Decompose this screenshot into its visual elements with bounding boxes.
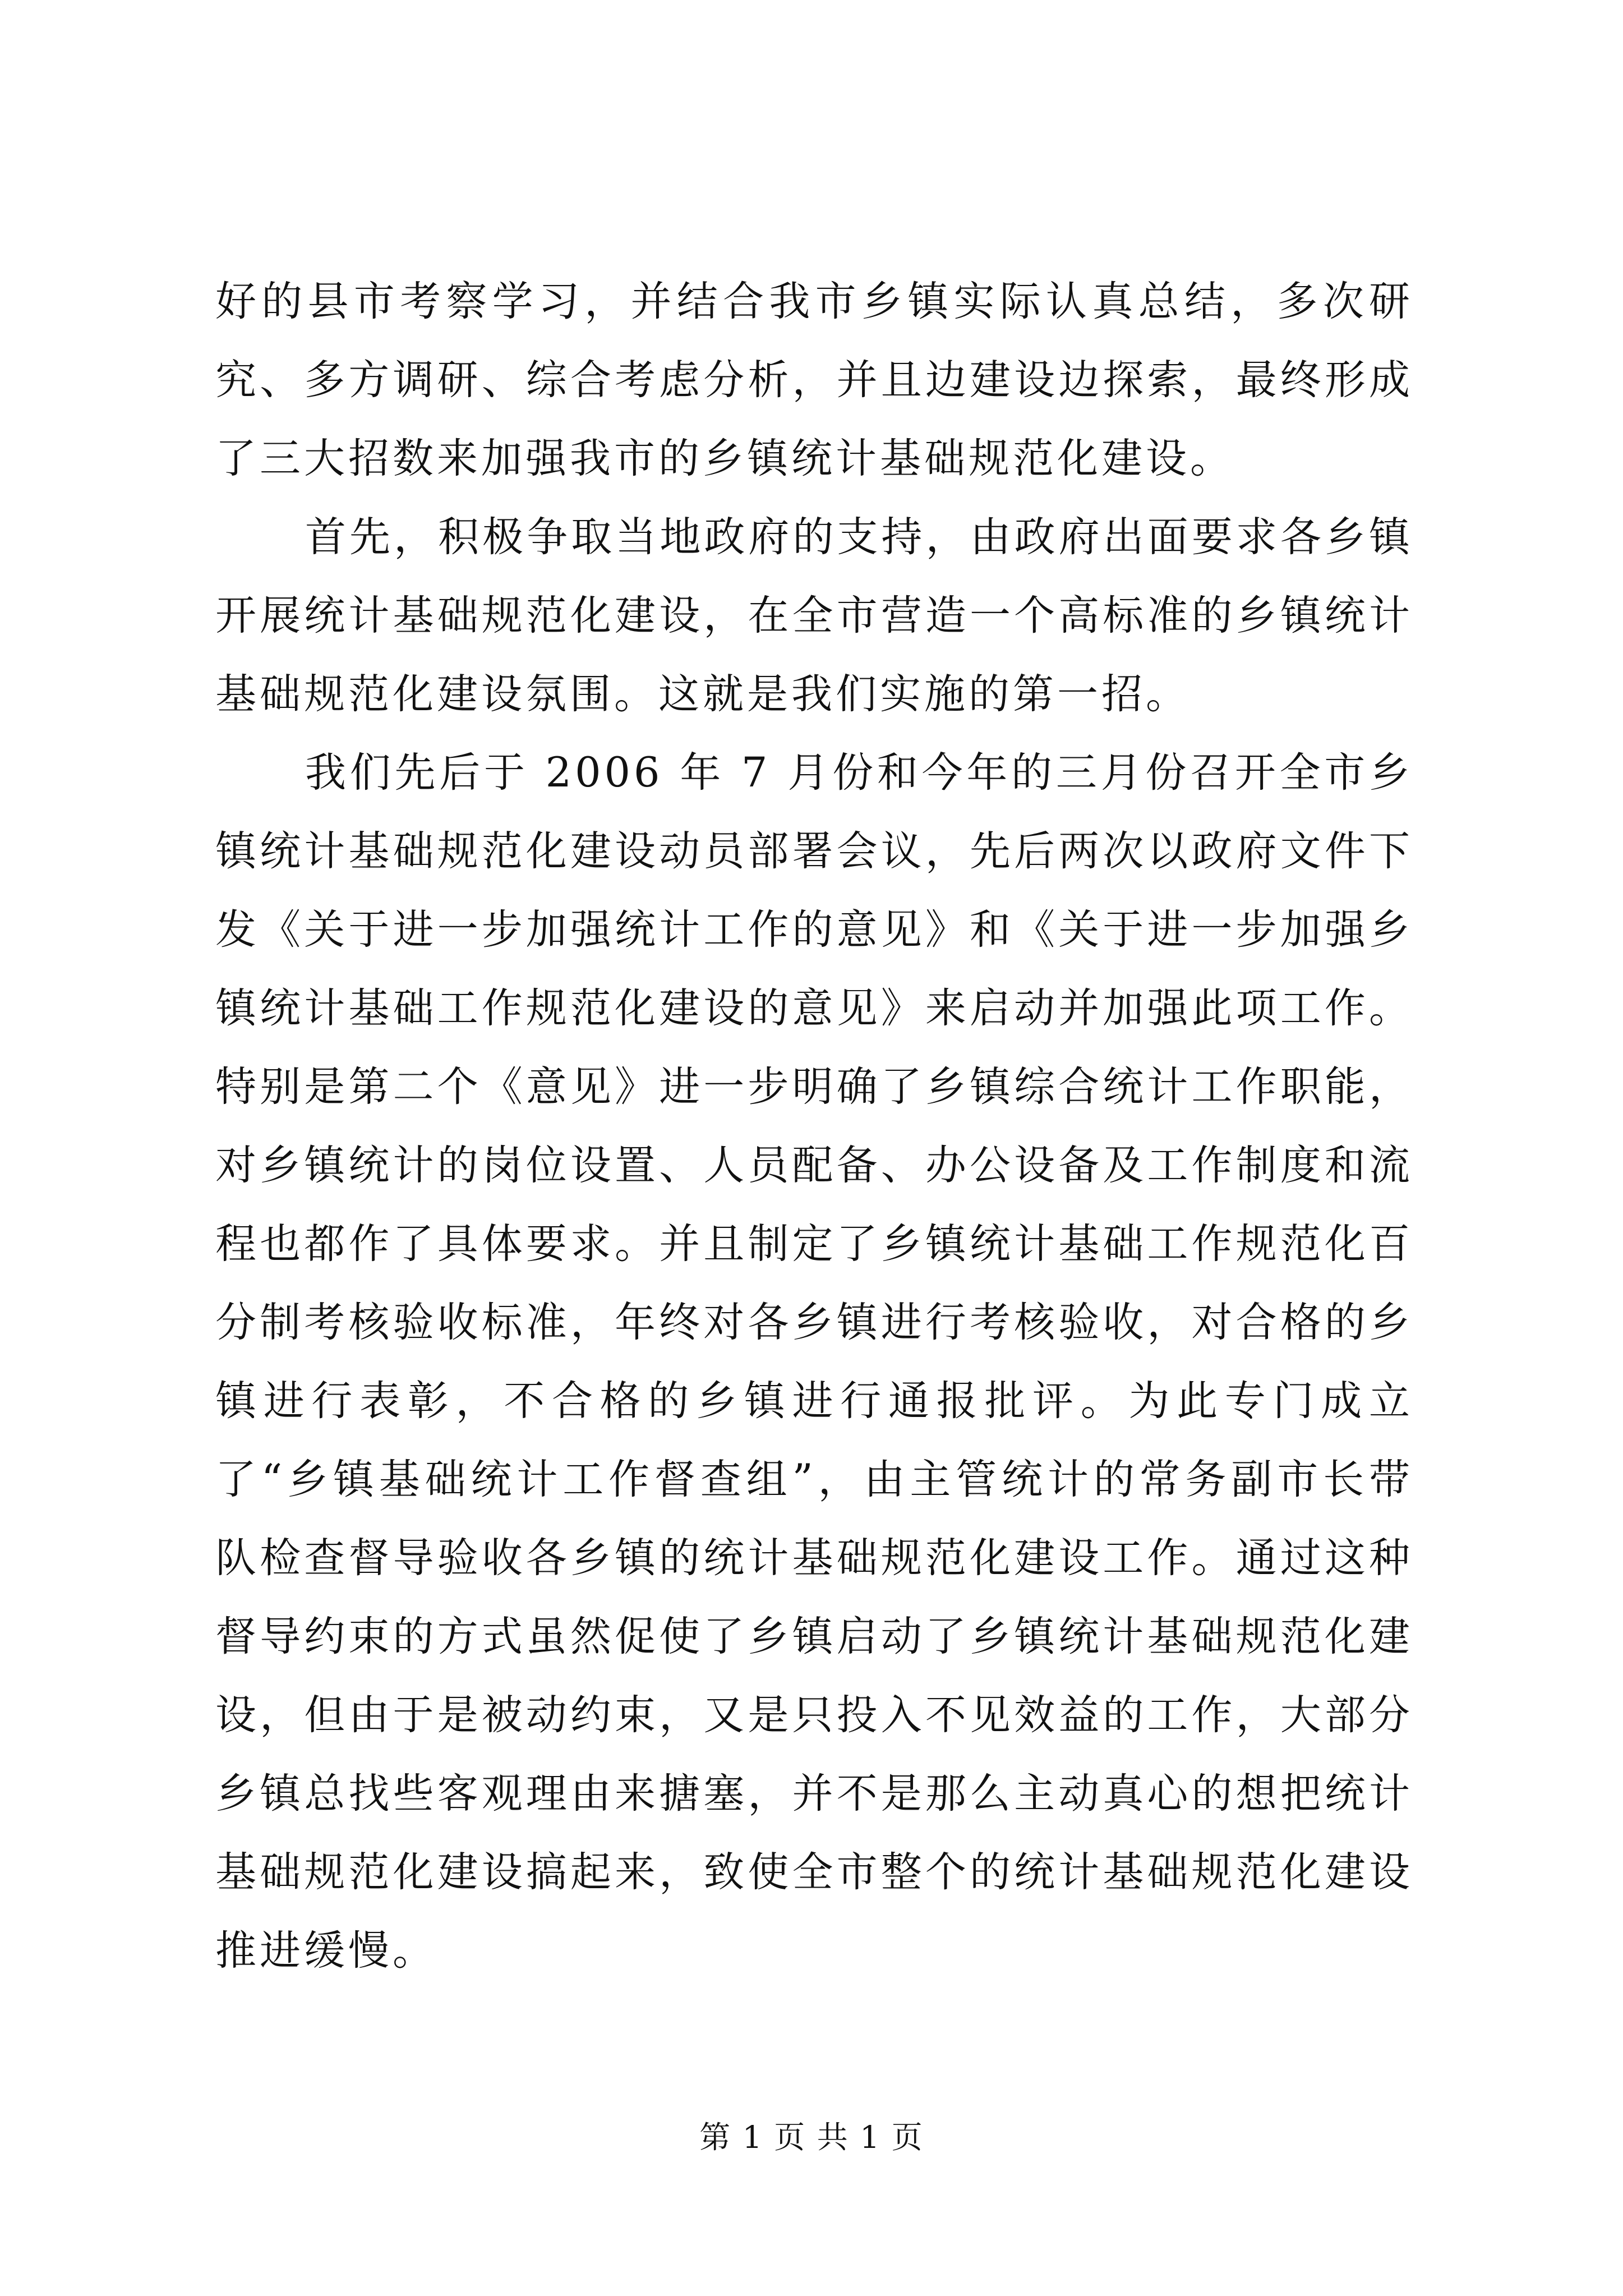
page-footer: 第 1 页 共 1 页 (699, 2119, 924, 2155)
paragraph-2: 首先，积极争取当地政府的支持，由政府出面要求各乡镇开展统计基础规范化建设，在全市营造一个高标准的乡镇统计基础规范化建设氛围。这就是我们实施的第一招。 (215, 513, 1413, 718)
document-body (215, 263, 1413, 1990)
paragraph-3: 我们先后于 2006 年 7 月份和今年的三月份召开全市乡镇统计基础规范化建设动员部署会议，先后两次以政府文件下发《关于进一步加强统计工作的意见》和《关于进一步加强乡镇统计基础工作规范化建设的意见》来启动并加强此项工作。特别是第二个《意见》进一步明确了乡镇综合统计工作职能，对乡镇统计的岗位设置、人员配备、办公设备及工作制度和流程也都作了具体要求。并且制定了乡镇统计基础工作规范化百分制考核验收标准，年终对各乡镇进行考核验收，对合格的乡镇进行表彰，不合格的乡镇进行通报批评。为此专门成立了“乡镇基础统计工作督查组”，由主管统计的常务副市长带队检查督导验收各乡镇的统计基础规范化建设工作。通过这种督导约束的方式虽然促使了乡镇启动了乡镇统计基础规范化建设，但由于是被动约束，又是只投入不见效益的工作，大部分乡镇总找些客观理由来搪塞，并不是那么主动真心的想把统计基础规范化建设搞起来，致使全市整个的统计基础规范化建设推进缓慢。 (215, 749, 1413, 1975)
paragraph-1: 好的县市考察学习，并结合我市乡镇实际认真总结，多次研究、多方调研、综合考虑分析，并且边建设边探索，最终形成了三大招数来加强我市的乡镇统计基础规范化建设。 (215, 278, 1413, 482)
